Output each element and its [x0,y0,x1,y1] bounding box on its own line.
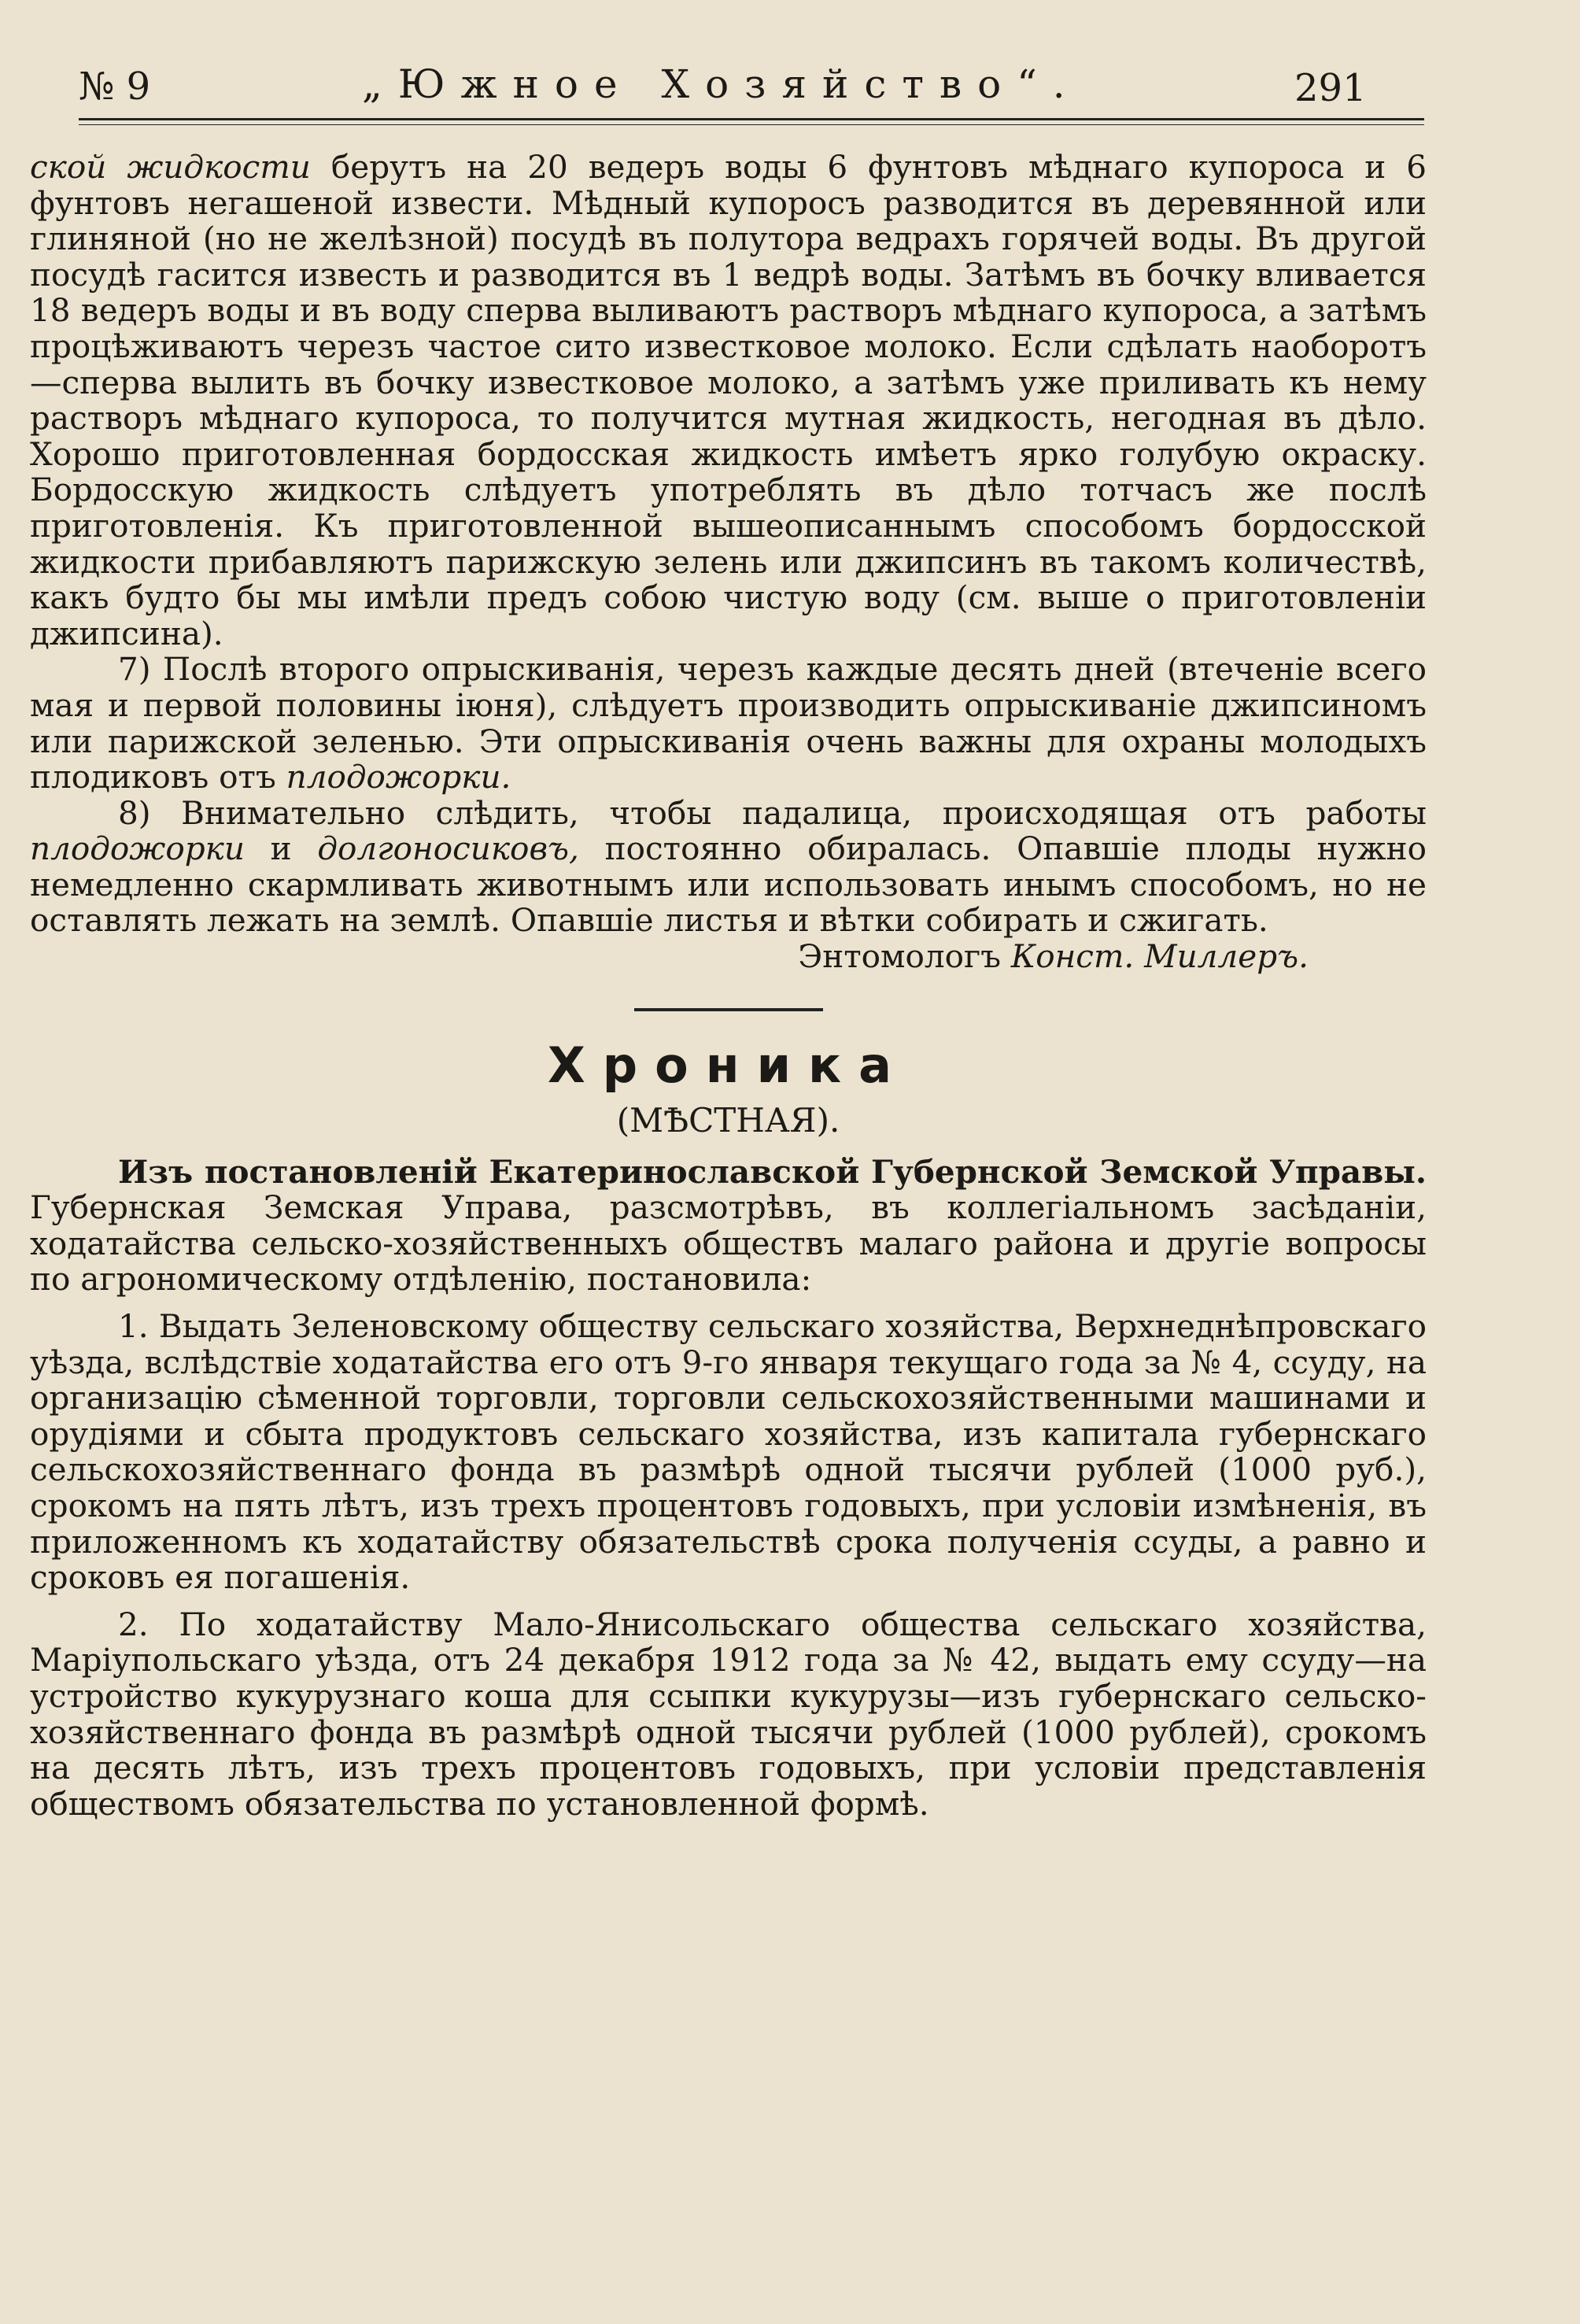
italic-term: плодожорки. [286,758,511,796]
chronicle-lead-paragraph [30,1152,1427,1299]
signature-role: Энтомологъ [798,937,1011,976]
section-subtitle: (МѢСТНАЯ). [616,1100,840,1140]
paragraph-text: 7) Послѣ второго опрыскиванія, черезъ каждые десять дней (втеченіе всего мая и первой половины іюня), слѣдуетъ производить опрыскиваніе джипсиномъ или парижской зеленью. Эти опрыскиванія очень важны для охраны молодыхъ плодиковъ отъ [30,650,1427,796]
signature-name: Конст. Миллеръ. [1010,937,1309,976]
chronicle-item-2: 2. По ходатайству Мало-Янисольскаго общества сельскаго хозяйства, Маріупольскаго уѣзда, отъ 24 декабря 1912 года за № 42, выдать ему ссуду—на устройство кукурузнаго коша для ссыпки кукурузы—изъ губернскаго сельско-хозяйственнаго фонда въ размѣрѣ одной тысячи рублей (1000 рублей), срокомъ на десять лѣтъ, изъ трехъ процентовъ годовыхъ, при условіи представленія обществомъ обязательства по установленной формѣ. [30,1605,1427,1823]
page-header [31,57,1424,116]
header-rule [79,118,1424,120]
italic-term: ской жидкости [30,148,311,186]
italic-term: плодожорки [30,829,245,868]
section-title: Хроника [548,1036,909,1094]
paragraph-text: 8) Внимательно слѣдить, чтобы падалица, происходящая отъ работы [118,793,1427,832]
paragraph-text: Губернская Земская Управа, разсмотрѣвъ, въ коллегіальномъ засѣданіи, ходатайства сельско-хозяйственныхъ обществъ малаго района и другіе вопросы по агрономическому отдѣленію, постановила: [30,1188,1427,1299]
page-body [30,150,1427,1822]
page-number: 291 [1294,66,1367,110]
author-signature [30,939,1427,975]
section-divider [634,1008,823,1011]
paragraph-item-8 [30,793,1427,940]
paragraph-text: и [244,829,318,868]
paragraph-item-7 [30,652,1427,795]
issue-number: № 9 [79,65,151,109]
chronicle-item-1: 1. Выдать Зеленовскому обществу сельскаго хозяйства, Верхнеднѣпровскаго уѣзда, вслѣдствіе ходатайства его отъ 9-го января текущаго года за № 4, ссуду, на организацію сѣменной торговли, торговли сельскохозяйственными машинами и орудіями и сбыта продуктовъ сельскаго хозяйства, изъ капитала губернскаго сельскохозяйственнаго фонда въ размѣрѣ одной тысячи рублей (1000 руб.), срокомъ на пять лѣтъ, изъ трехъ процентовъ годовыхъ, при условіи измѣненія, въ приложенномъ къ ходатайству обязательствѣ срока полученія ссуды, а равно и сроковъ ея погашенія. [30,1307,1427,1597]
journal-title: „Южное Хозяйство“. [362,61,1081,107]
italic-term: долгоносиковъ, [317,829,579,868]
lead-heading: Изъ постановленій Екатеринославской Губернской Земской Управы. [118,1152,1427,1191]
paragraph-text: берутъ на 20 ведеръ воды 6 фунтовъ мѣднаго купороса и 6 фунтовъ негашеной извести. Мѣдный купоросъ разводится въ деревянной или глиняной (но не желѣзной) посудѣ въ полутора ведрахъ горячей воды. Въ другой посудѣ гасится известь и разводится въ 1 ведрѣ воды. Затѣмъ въ бочку вливается 18 ведеръ воды и въ воду сперва выливаютъ растворъ мѣднаго купороса, а затѣмъ процѣживаютъ черезъ частое сито известковое молоко. Если сдѣлать наоборотъ—сперва вылить въ бочку известковое молоко, а затѣмъ уже приливать къ нему растворъ мѣднаго купороса, то получится мутная жидкость, негодная въ дѣло. Хорошо приготовленная бордосская жидкость имѣетъ ярко голубую окраску. Бордосскую жидкость слѣдуетъ употреблять въ дѣло тотчасъ же послѣ приготовленія. Къ приготовленной вышеописаннымъ способомъ бордосской жидкости прибавляютъ парижскую зелень или джипсинъ въ такомъ количествѣ, какъ будто бы мы имѣли предъ собою чистую воду (см. выше о приготовленіи джипсина). [30,148,1427,652]
paragraph-text: постоянно обиралась. Опавшіе плоды нужно немедленно скармливать животнымъ или использовать инымъ способомъ, но не оставлять лежать на землѣ. Опавшіе листья и вѣтки собирать и сжигать. [30,829,1427,940]
paragraph-bordeaux [30,150,1427,652]
header-rule-thin [79,124,1424,125]
